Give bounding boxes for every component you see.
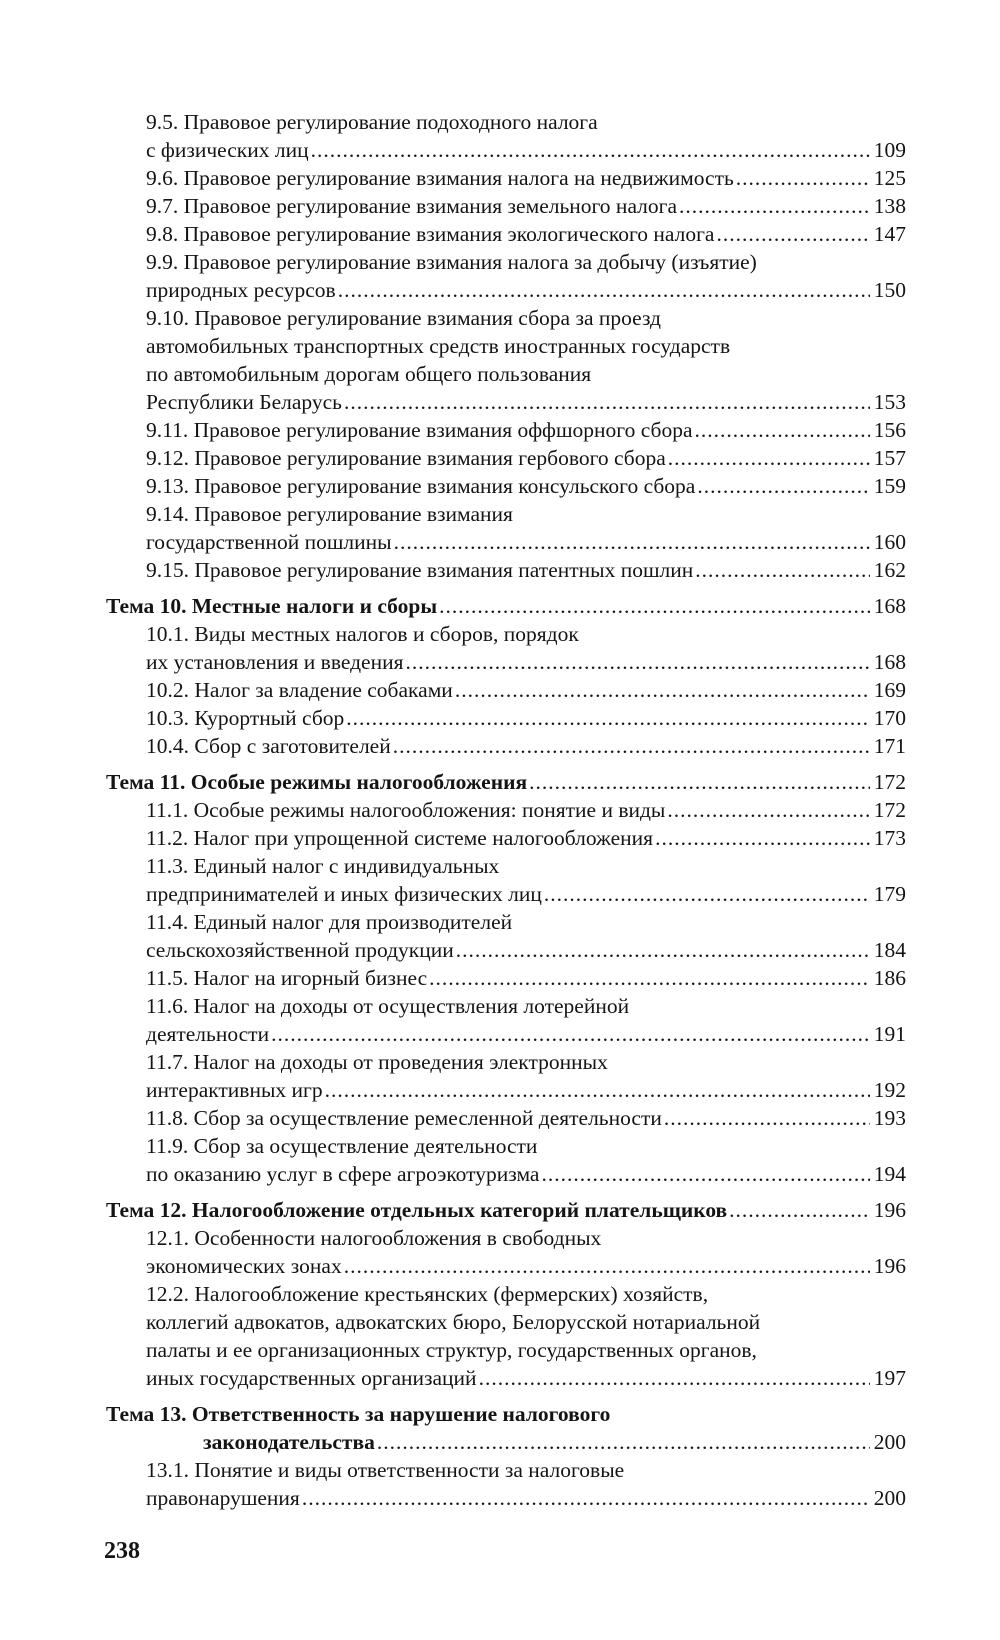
toc-page-number: 153 xyxy=(873,390,906,414)
leader-dots xyxy=(406,648,870,676)
toc-entry-title: 9.5. Правовое регулирование подоходного налога xyxy=(146,110,598,134)
toc-entry-title-cont: предпринимателей и иных физических лиц xyxy=(146,882,542,906)
toc-entry-12-2-cont xyxy=(106,1308,906,1336)
leader-dots xyxy=(338,276,870,304)
toc-entry-title: 13.1. Понятие и виды ответственности за налоговые xyxy=(146,1458,625,1482)
toc-entry-title: 10.1. Виды местных налогов и сборов, порядок xyxy=(146,622,579,646)
leader-dots xyxy=(729,1196,870,1224)
toc-entry-9-10-cont xyxy=(106,388,906,416)
toc-entry-title-cont: интерактивных игр xyxy=(146,1078,323,1102)
toc-page-number: 168 xyxy=(873,650,906,674)
toc-entry-title: 11.1. Особые режимы налогообложения: понятие и виды xyxy=(146,798,666,822)
toc-entry-13-1 xyxy=(106,1456,906,1484)
toc-entry-title: 11.9. Сбор за осуществление деятельности xyxy=(146,1134,538,1158)
toc-entry-title: 11.3. Единый налог с индивидуальных xyxy=(146,854,500,878)
toc-entry-11-6-cont xyxy=(106,1020,906,1048)
toc-entry-title: 11.6. Налог на доходы от осуществления лотерейной xyxy=(146,994,630,1018)
toc-entry-title-cont: коллегий адвокатов, адвокатских бюро, Белорусской нотариальной xyxy=(146,1310,761,1334)
toc-entry-title-cont: правонарушения xyxy=(146,1486,300,1510)
toc-entry-9-6 xyxy=(106,164,906,192)
toc-page-number: 179 xyxy=(873,882,906,906)
leader-dots xyxy=(736,164,870,192)
toc-entry-12-2-cont xyxy=(106,1364,906,1392)
toc-entry-9-9 xyxy=(106,248,906,276)
leader-dots xyxy=(695,416,870,444)
toc-page-number: 194 xyxy=(873,1162,906,1186)
leader-dots xyxy=(344,1252,870,1280)
toc-page-number: 172 xyxy=(873,798,906,822)
toc-entry-title-cont: по оказанию услуг в сфере агроэкотуризма xyxy=(146,1162,540,1186)
toc-entry-11-5 xyxy=(106,964,906,992)
toc-entry-11-1 xyxy=(106,796,906,824)
toc-entry-title: 9.15. Правовое регулирование взимания патентных пошлин xyxy=(146,558,694,582)
table-of-contents xyxy=(106,108,906,1512)
toc-entry-title-cont: деятельности xyxy=(146,1022,270,1046)
toc-page-number: 160 xyxy=(873,530,906,554)
toc-entry-11-6 xyxy=(106,992,906,1020)
toc-entry-title-cont: экономических зонах xyxy=(146,1254,342,1278)
leader-dots xyxy=(697,472,869,500)
toc-entry-9-11 xyxy=(106,416,906,444)
toc-entry-title-cont: палаты и ее организационных структур, государственных органов, xyxy=(146,1338,757,1362)
toc-page-number: 162 xyxy=(873,558,906,582)
leader-dots xyxy=(667,796,869,824)
toc-entry-title-cont: природных ресурсов xyxy=(146,278,336,302)
toc-entry-12-1 xyxy=(106,1224,906,1252)
toc-page-number: 186 xyxy=(873,966,906,990)
toc-topic-12 xyxy=(106,1196,906,1224)
leader-dots xyxy=(455,676,870,704)
leader-dots xyxy=(393,732,870,760)
toc-entry-title: 11.8. Сбор за осуществление ремесленной деятельности xyxy=(146,1106,662,1130)
toc-entry-10-4 xyxy=(106,732,906,760)
toc-page-number: 138 xyxy=(873,194,906,218)
leader-dots xyxy=(302,1484,870,1512)
leader-dots xyxy=(529,768,870,796)
toc-entry-9-5 xyxy=(106,108,906,136)
leader-dots xyxy=(377,1428,870,1456)
toc-topic-13-cont xyxy=(106,1428,906,1456)
toc-page-number: 184 xyxy=(873,938,906,962)
toc-entry-11-3-cont xyxy=(106,880,906,908)
leader-dots xyxy=(716,220,869,248)
toc-entry-title-cont: иных государственных организаций xyxy=(146,1366,477,1390)
toc-entry-11-2 xyxy=(106,824,906,852)
toc-entry-9-7 xyxy=(106,192,906,220)
toc-entry-title-cont: с физических лиц xyxy=(146,138,309,162)
toc-entry-title: 9.13. Правовое регулирование взимания консульского сбора xyxy=(146,474,696,498)
toc-topic-title: Тема 12. Налогообложение отдельных категорий плательщиков xyxy=(106,1198,728,1222)
leader-dots xyxy=(479,1364,870,1392)
toc-topic-title: Тема 13. Ответственность за нарушение налогового xyxy=(106,1402,611,1426)
toc-entry-title: 11.5. Налог на игорный бизнес xyxy=(146,966,428,990)
toc-entry-title: 10.2. Налог за владение собаками xyxy=(146,678,453,702)
toc-topic-title-cont: законодательства xyxy=(203,1430,375,1454)
toc-page-number: 168 xyxy=(873,594,906,618)
toc-entry-title-cont: Республики Беларусь xyxy=(146,390,342,414)
toc-entry-title-cont: их установления и введения xyxy=(146,650,404,674)
toc-entry-9-14 xyxy=(106,500,906,528)
toc-entry-title: 10.4. Сбор с заготовителей xyxy=(146,734,391,758)
toc-entry-title: 11.4. Единый налог для производителей xyxy=(146,910,513,934)
leader-dots xyxy=(394,528,870,556)
toc-entry-title: 11.7. Налог на доходы от проведения электронных xyxy=(146,1050,608,1074)
toc-page-number: 156 xyxy=(873,418,906,442)
toc-entry-11-3 xyxy=(106,852,906,880)
toc-entry-title: 11.2. Налог при упрощенной системе налогообложения xyxy=(146,826,654,850)
leader-dots xyxy=(695,556,869,584)
toc-page-number: 200 xyxy=(873,1430,906,1454)
leader-dots xyxy=(344,388,870,416)
toc-entry-9-8 xyxy=(106,220,906,248)
toc-page-number: 191 xyxy=(873,1022,906,1046)
toc-entry-12-1-cont xyxy=(106,1252,906,1280)
leader-dots xyxy=(439,592,870,620)
leader-dots xyxy=(668,444,870,472)
toc-entry-title: 9.12. Правовое регулирование взимания гербового сбора xyxy=(146,446,666,470)
toc-page-number: 193 xyxy=(873,1106,906,1130)
toc-entry-title-cont: по автомобильным дорогам общего пользования xyxy=(146,362,592,386)
toc-entry-title: 9.9. Правовое регулирование взимания налога за добычу (изъятие) xyxy=(146,250,757,274)
toc-entry-title: 9.11. Правовое регулирование взимания оффшорного сбора xyxy=(146,418,693,442)
leader-dots xyxy=(346,704,869,732)
toc-page-number: 125 xyxy=(873,166,906,190)
toc-page-number: 196 xyxy=(873,1198,906,1222)
toc-page-number: 196 xyxy=(873,1254,906,1278)
toc-entry-10-2 xyxy=(106,676,906,704)
leader-dots xyxy=(541,1160,869,1188)
toc-entry-11-7 xyxy=(106,1048,906,1076)
toc-entry-title: 9.14. Правовое регулирование взимания xyxy=(146,502,513,526)
leader-dots xyxy=(456,936,870,964)
toc-page-number: 171 xyxy=(873,734,906,758)
toc-page-number: 157 xyxy=(873,446,906,470)
toc-page-number: 169 xyxy=(873,678,906,702)
toc-entry-11-4-cont xyxy=(106,936,906,964)
toc-page-number: 192 xyxy=(873,1078,906,1102)
toc-topic-10 xyxy=(106,592,906,620)
toc-entry-9-12 xyxy=(106,444,906,472)
leader-dots xyxy=(664,1104,870,1132)
toc-entry-title-cont: автомобильных транспортных средств иностранных государств xyxy=(146,334,731,358)
toc-page-number: 197 xyxy=(873,1366,906,1390)
toc-page-number: 172 xyxy=(873,770,906,794)
toc-page-number: 170 xyxy=(873,706,906,730)
toc-entry-13-1-cont xyxy=(106,1484,906,1512)
leader-dots xyxy=(311,136,870,164)
toc-topic-11 xyxy=(106,768,906,796)
toc-entry-10-1-cont xyxy=(106,648,906,676)
leader-dots xyxy=(544,880,870,908)
toc-topic-13 xyxy=(106,1400,906,1428)
toc-entry-11-4 xyxy=(106,908,906,936)
toc-entry-title: 9.6. Правовое регулирование взимания налога на недвижимость xyxy=(146,166,734,190)
toc-entry-title: 10.3. Курортный сбор xyxy=(146,706,345,730)
toc-entry-11-8 xyxy=(106,1104,906,1132)
leader-dots xyxy=(679,192,870,220)
toc-page-number: 159 xyxy=(873,474,906,498)
page-number: 238 xyxy=(104,1538,140,1564)
toc-entry-title: 9.8. Правовое регулирование взимания экологического налога xyxy=(146,222,715,246)
toc-entry-11-7-cont xyxy=(106,1076,906,1104)
toc-entry-title: 9.10. Правовое регулирование взимания сбора за проезд xyxy=(146,306,661,330)
toc-entry-9-9-cont xyxy=(106,276,906,304)
toc-entry-title: 9.7. Правовое регулирование взимания земельного налога xyxy=(146,194,678,218)
toc-entry-9-13 xyxy=(106,472,906,500)
toc-entry-title: 12.1. Особенности налогообложения в свободных xyxy=(146,1226,602,1250)
toc-entry-title-cont: сельскохозяйственной продукции xyxy=(146,938,454,962)
toc-entry-title: 12.2. Налогообложение крестьянских (фермерских) хозяйств, xyxy=(146,1282,709,1306)
toc-page-number: 147 xyxy=(873,222,906,246)
toc-page-number: 150 xyxy=(873,278,906,302)
toc-entry-12-2-cont xyxy=(106,1336,906,1364)
toc-entry-11-9 xyxy=(106,1132,906,1160)
leader-dots xyxy=(325,1076,870,1104)
toc-topic-title: Тема 11. Особые режимы налогообложения xyxy=(106,770,528,794)
leader-dots xyxy=(429,964,870,992)
toc-entry-9-10 xyxy=(106,304,906,332)
toc-entry-10-1 xyxy=(106,620,906,648)
toc-entry-9-10-cont xyxy=(106,360,906,388)
toc-page-number: 200 xyxy=(873,1486,906,1510)
leader-dots xyxy=(655,824,870,852)
toc-entry-9-14-cont xyxy=(106,528,906,556)
toc-topic-title: Тема 10. Местные налоги и сборы xyxy=(106,594,438,618)
toc-page-number: 173 xyxy=(873,826,906,850)
toc-entry-9-15 xyxy=(106,556,906,584)
toc-entry-title-cont: государственной пошлины xyxy=(146,530,392,554)
toc-entry-10-3 xyxy=(106,704,906,732)
toc-entry-11-9-cont xyxy=(106,1160,906,1188)
toc-entry-12-2 xyxy=(106,1280,906,1308)
toc-entry-9-10-cont xyxy=(106,332,906,360)
toc-entry-9-5-cont xyxy=(106,136,906,164)
leader-dots xyxy=(271,1020,870,1048)
toc-page-number: 109 xyxy=(873,138,906,162)
